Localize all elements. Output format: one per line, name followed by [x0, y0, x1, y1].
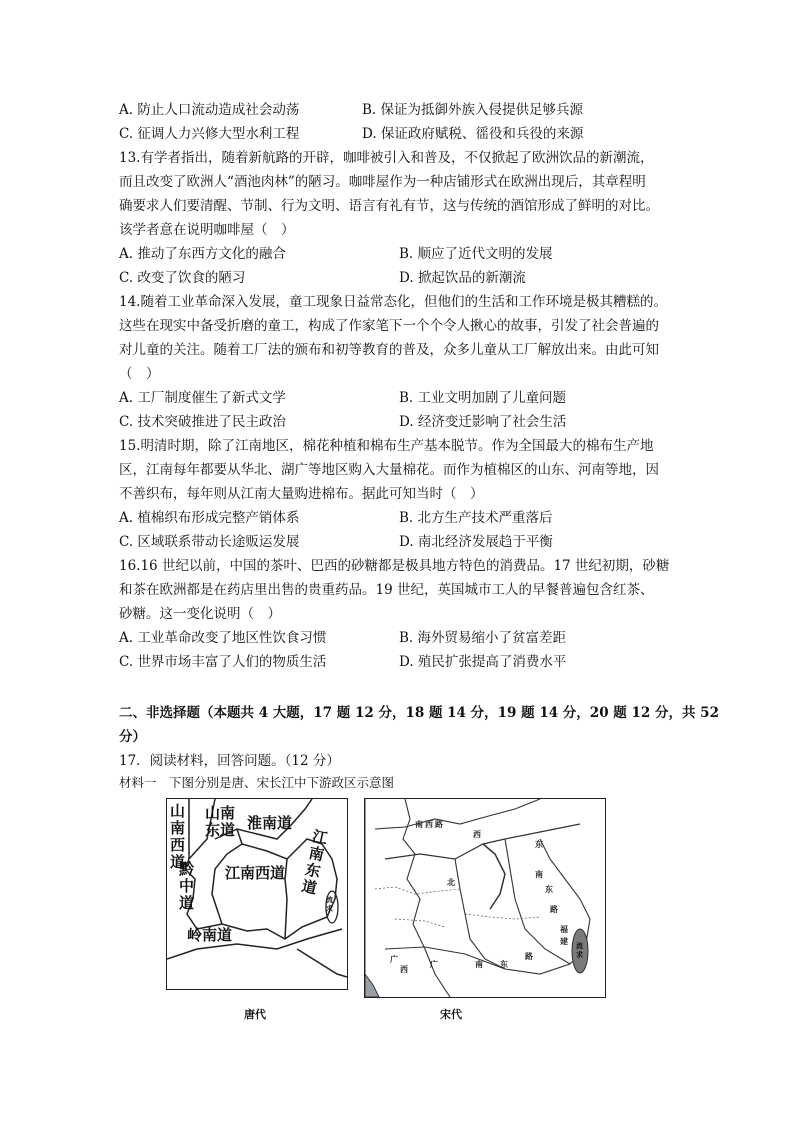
song-label: 福: [560, 925, 568, 934]
q14-stem-line: 对儿童的关注。随着工厂法的颁布和初等教育的普及，众多儿童从工厂解放出来。由此可知: [119, 342, 659, 358]
song-label: 路: [435, 820, 443, 829]
q17-material-1: 材料一 下图分别是唐、宋长江中下游政区示意图: [119, 775, 395, 790]
song-label: 北: [447, 878, 455, 887]
song-dynasty-map: [364, 798, 606, 998]
q15-option-c: C. 区域联系带动长途贩运发展: [119, 534, 300, 550]
q14-option-d: D. 经济变迁影响了社会生活: [399, 414, 567, 430]
song-label: 建: [560, 937, 568, 946]
tang-label-jiangnan-dong: 江南东道: [300, 827, 330, 898]
song-label: 西: [425, 820, 433, 829]
tang-label-shannan-dong: 山南东道: [205, 804, 236, 839]
song-label: 广: [390, 955, 398, 964]
q16-stem-line: 和茶在欧洲都是在药店里出售的贵重药品。19 世纪，英国城市工人的早餐普遍包含红茶、: [119, 582, 654, 598]
section-heading-cont: 分）: [119, 729, 146, 745]
tang-label-liuqiu: 流求: [326, 896, 333, 913]
q16-option-c: C. 世界市场丰富了人们的物质生活: [119, 654, 327, 670]
q15-stem-line: 不善织布，每年则从江南大量购进棉布。据此可知当时（ ）: [119, 486, 484, 502]
q14-stem-line: 这些在现实中备受折磨的童工，构成了作家笔下一个个令人揪心的故事，引发了社会普遍的: [119, 318, 659, 334]
q17-title: 17．阅读材料，回答问题。（12 分）: [119, 753, 340, 769]
q12-option-b: B. 保证为抵御外族入侵提供足够兵源: [362, 102, 584, 118]
q13-stem-line: 而且改变了欧洲人“酒池肉林”的陋习。咖啡屋作为一种店铺形式在欧洲出现后，其章程明: [119, 174, 646, 190]
q15-stem-line: 区，江南每年都要从华北、湖广等地区购入大量棉花。而作为植棉区的山东、河南等地，因: [119, 462, 659, 478]
song-label: 东: [545, 885, 553, 894]
tang-dynasty-map: [166, 798, 348, 990]
song-label: 西: [400, 965, 408, 974]
q16-stem-line: 16.16 世纪以前，中国的茶叶、巴西的砂糖都是极具地方特色的消费品。17 世纪初期，砂糖: [119, 558, 670, 574]
q16-option-d: D. 殖民扩张提高了消费水平: [399, 654, 567, 670]
song-label: 西: [473, 830, 481, 839]
song-label-liuqiu: 流求: [576, 942, 583, 959]
q12-option-d: D. 保证政府赋税、徭役和兵役的来源: [362, 126, 584, 142]
q12-option-a: A. 防止人口流动造成社会动荡: [119, 102, 300, 118]
q13-stem-line: 确要求人们要清醒、节制、行为文明、语言有礼有节，这与传统的酒馆形成了鲜明的对比。: [119, 198, 659, 214]
q15-option-d: D. 南北经济发展趋于平衡: [399, 534, 553, 550]
song-label: 南: [415, 820, 423, 829]
q16-stem-line: 砂糖。这一变化说明（ ）: [119, 606, 281, 622]
q14-option-a: A. 工厂制度催生了新式文学: [119, 390, 286, 406]
tang-label-shannan-xi: 山南西道: [170, 802, 186, 871]
q13-stem-line: 13.有学者指出，随着新航路的开辟，咖啡被引入和普及，不仅掀起了欧洲饮品的新潮流，: [119, 150, 654, 166]
q13-stem-line: 该学者意在说明咖啡屋（ ）: [119, 222, 295, 238]
q13-option-c: C. 改变了饮食的陋习: [119, 270, 246, 286]
q15-stem-line: 15.明清时期，除了江南地区，棉花种植和棉布生产基本脱节。作为全国最大的棉布生产地: [119, 438, 654, 454]
song-label: 东: [500, 960, 508, 969]
q16-option-a: A. 工业革命改变了地区性饮食习惯: [119, 630, 327, 646]
section-heading: 二、非选择题（本题共 4 大题，17 题 12 分，18 题 14 分，19 题 14 分，20 题 12 分，共 52: [119, 705, 719, 721]
tang-map-caption: 唐代: [244, 1008, 266, 1021]
song-map-caption: 宋代: [440, 1008, 462, 1021]
q13-option-d: D. 掀起饮品的新潮流: [399, 270, 526, 286]
q12-option-c: C. 征调人力兴修大型水利工程: [119, 126, 300, 142]
q14-option-c: C. 技术突破推进了民主政治: [119, 414, 286, 430]
song-label: 南: [535, 870, 543, 879]
tang-label-lingnan: 岭南道: [187, 926, 233, 944]
q13-option-b: B. 顺应了近代文明的发展: [399, 246, 553, 262]
tang-label-huainan: 淮南道: [247, 814, 293, 832]
q16-option-b: B. 海外贸易缩小了贫富差距: [399, 630, 567, 646]
q14-option-b: B. 工业文明加剧了儿童问题: [399, 390, 567, 406]
song-label: 路: [525, 952, 533, 961]
tang-label-qianzhong: 黔中道: [179, 860, 195, 912]
song-label: 路: [550, 905, 558, 914]
q14-stem-line: （ ）: [119, 366, 160, 382]
song-label: 南: [475, 960, 483, 969]
q15-option-a: A. 植棉织布形成完整产销体系: [119, 510, 300, 526]
song-label: 广: [430, 960, 438, 969]
q15-option-b: B. 北方生产技术严重落后: [399, 510, 553, 526]
q14-stem-line: 14.随着工业革命深入发展，童工现象日益常态化，但他们的生活和工作环境是极其糟糕的。: [119, 294, 667, 310]
q13-option-a: A. 推动了东西方文化的融合: [119, 246, 286, 262]
tang-label-jiangnan-xi: 江南西道: [225, 864, 286, 882]
song-label: 东: [535, 840, 543, 849]
